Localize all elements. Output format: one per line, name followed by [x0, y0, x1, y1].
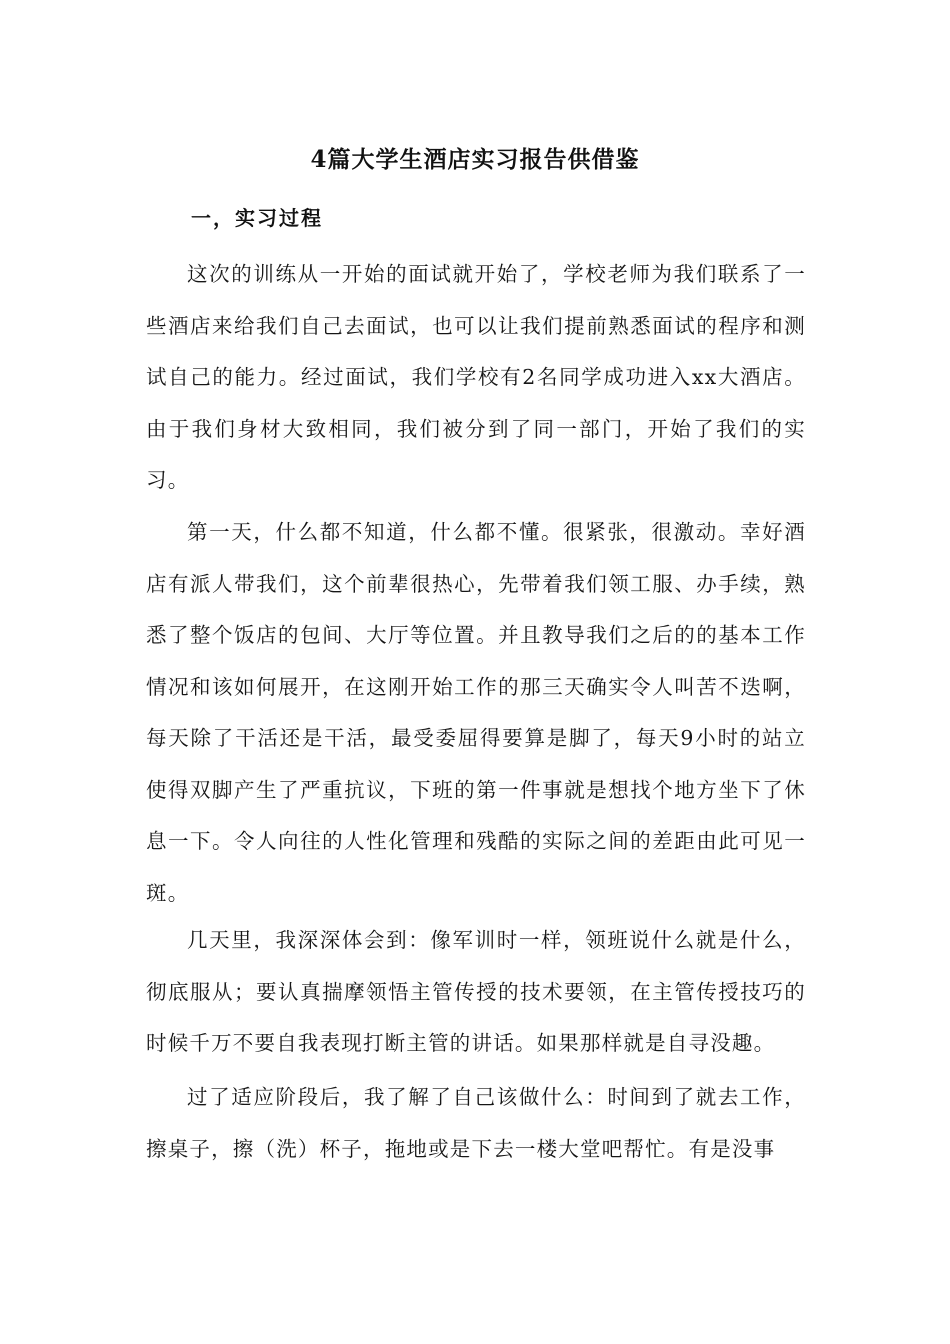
body-paragraph: 几天里，我深深体会到：像军训时一样，领班说什么就是什么，彻底服从；要认真揣摩领悟主管传授的技术要领，在主管传授技巧的时候千万不要自我表现打断主管的讲话。如果那样就是自寻没趣。: [146, 928, 806, 1055]
body-paragraph: 过了适应阶段后，我了解了自己该做什么：时间到了就去工作，擦桌子，擦（洗）杯子，拖地或是下去一楼大堂吧帮忙。有是没事: [146, 1085, 806, 1161]
body-paragraph: 这次的训练从一开始的面试就开始了，学校老师为我们联系了一些酒店来给我们自己去面试，也可以让我们提前熟悉面试的程序和测试自己的能力。经过面试，我们学校有2名同学成功进入xx大酒店。由于我们身材大致相同，我们被分到了同一部门，开始了我们的实习。: [146, 262, 806, 492]
document-title: 4篇大学生酒店实习报告供借鉴: [310, 146, 640, 173]
section-heading: 一，实习过程: [191, 206, 323, 230]
body-paragraph: 第一天，什么都不知道，什么都不懂。很紧张，很激动。幸好酒店有派人带我们，这个前辈很热心，先带着我们领工服、办手续，熟悉了整个饭店的包间、大厅等位置。并且教导我们之后的的基本工作情况和该如何展开，在这刚开始工作的那三天确实令人叫苦不迭啊，每天除了干活还是干活，最受委屈得要算是脚了，每天9小时的站立使得双脚产生了严重抗议，下班的第一件事就是想找个地方坐下了休息一下。令人向往的人性化管理和残酷的实际之间的差距由此可见一斑。: [146, 520, 806, 905]
